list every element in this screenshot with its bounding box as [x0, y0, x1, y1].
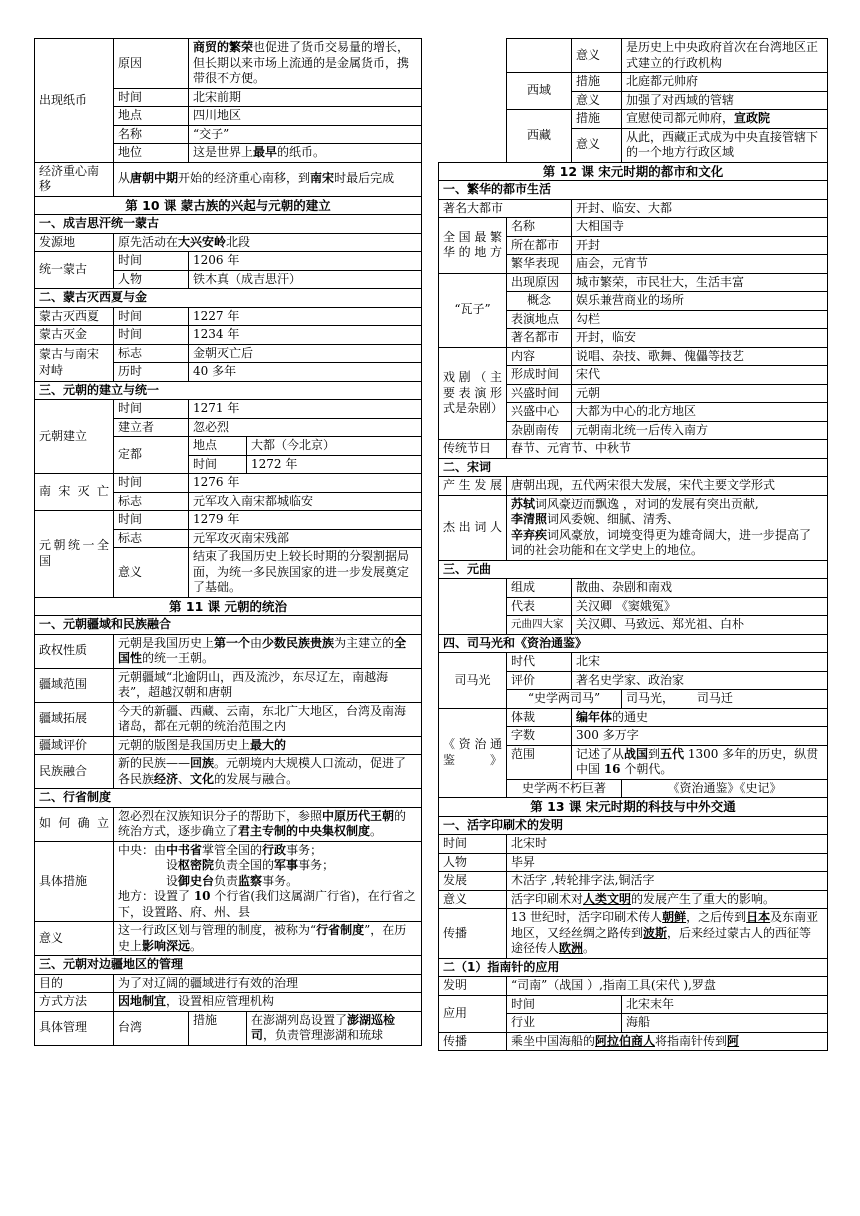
cell-label: 《资治通鉴》	[439, 708, 507, 798]
cell-label: 经济重心南移	[35, 162, 114, 196]
cell-value: 结束了我国历史上较长时期的分裂割据局面，为统一多民族国家的进一步发展奠定了基础。	[189, 548, 422, 598]
cell-value: 著名史学家、政治家	[572, 671, 828, 690]
cell-value: 说唱、杂技、歌舞、傀儡等技艺	[572, 347, 828, 366]
cell-value: 司马光， 司马迁	[622, 690, 828, 709]
cell-value: 唐朝出现，五代两宋很大发展，宋代主要文学形式	[507, 477, 828, 496]
cell-label: 司马光	[439, 653, 507, 709]
cell-value: “司南”（战国 ）,指南工具(宋代 ),罗盘	[507, 977, 828, 996]
cell-value: 元朝	[572, 384, 828, 403]
cell-value: “交子”	[189, 125, 422, 144]
cell-key: 时间	[114, 88, 189, 107]
cell-key: 名称	[507, 218, 572, 237]
cell-key: 概念	[507, 292, 572, 311]
cell-key: 措施	[189, 1011, 247, 1045]
cell-key: 人物	[114, 270, 189, 289]
cell-value: 1279 年	[189, 511, 422, 530]
cell-value: 活字印刷术对人类文明的发展产生了重大的影响。	[507, 890, 828, 909]
cell-value: 原先活动在大兴安岭北段	[114, 233, 422, 252]
cell-key: 措施	[572, 73, 622, 92]
cell-label: 政权性质	[35, 634, 114, 668]
cell-key: 体裁	[507, 708, 572, 727]
cell-value: 这一行政区划与管理的制度，被称为“行省制度”，在历史上影响深远。	[114, 922, 422, 956]
cell-value: 北宋	[572, 653, 828, 672]
cell-label: 传播	[439, 1032, 507, 1051]
right-table	[438, 38, 828, 1051]
lesson-title: 第 13 课 宋元时期的科技与中外交通	[439, 798, 828, 817]
cell-label: 戏剧（主要表演形式是杂剧）	[439, 347, 507, 440]
section-heading: 二、蒙古灭西夏与金	[35, 289, 422, 308]
section-heading: 二、行省制度	[35, 789, 422, 808]
cell-label: 疆域拓展	[35, 702, 114, 736]
cell-value: 铁木真（成吉思汗）	[189, 270, 422, 289]
cell-key: 出现原因	[507, 273, 572, 292]
cell-label: 疆域评价	[35, 736, 114, 755]
cell-value: 300 多万字	[572, 727, 828, 746]
cell-value: 乘坐中国海船的阿拉伯商人将指南针传到阿	[507, 1032, 828, 1051]
cell-value: 在澎湖列岛设置了澎湖巡检司，负责管理澎湖和琉球	[247, 1011, 422, 1045]
left-table	[34, 38, 422, 1046]
cell-key: 时间	[114, 326, 189, 345]
cell-value: 《资治通鉴》《史记》	[622, 779, 828, 798]
cell-value: 元朝疆域“北逾阴山，西及流沙，东尽辽左，南越海表”，超越汉朝和唐朝	[114, 668, 422, 702]
cell-value: 大都（今北京）	[247, 437, 422, 456]
cell-value: 从唐朝中期开始的经济重心南移，到南宋时最后完成	[114, 162, 422, 196]
cell-value: 1206 年	[189, 252, 422, 271]
cell-value: 大相国寺	[572, 218, 828, 237]
cell-label: 方式方法	[35, 993, 114, 1012]
cell-label: 西域	[507, 73, 572, 110]
cell-value: 宋代	[572, 366, 828, 385]
cell-value: 元朝是我国历史上第一个由少数民族贵族为主建立的全国性的统一王朝。	[114, 634, 422, 668]
section-heading: 三、元朝对边疆地区的管理	[35, 956, 422, 975]
cell-value: 关汉卿 《窦娥冤》	[572, 597, 828, 616]
section-heading: 二（1）指南针的应用	[439, 958, 828, 977]
cell-label: 统一蒙古	[35, 252, 114, 289]
cell-value: 1234 年	[189, 326, 422, 345]
cell-value: 四川地区	[189, 107, 422, 126]
cell-key: 时间	[114, 474, 189, 493]
cell-label: 意义	[35, 922, 114, 956]
cell-value: 元军攻灭南宋残部	[189, 529, 422, 548]
cell-key: 形成时间	[507, 366, 572, 385]
lesson-title: 第 12 课 宋元时期的都市和文化	[439, 162, 828, 181]
section-heading: 一、元朝疆域和民族融合	[35, 616, 422, 635]
cell-value: 宣慰使司都元帅府，宣政院	[622, 110, 828, 129]
cell-value: 北宋时	[507, 835, 828, 854]
cell-value: 关汉卿、马致远、郑光祖、白朴	[572, 616, 828, 635]
cell-key: 措施	[572, 110, 622, 129]
cell-key: 时间	[114, 252, 189, 271]
cell-value: 城市繁荣，市民壮大，生活丰富	[572, 273, 828, 292]
cell-label: 意义	[439, 890, 507, 909]
cell-label: 杰出词人	[439, 495, 507, 560]
cell-value: 编年体的通史	[572, 708, 828, 727]
cell-key: 元曲四大家	[507, 616, 572, 635]
section-heading: 三、元朝的建立与统一	[35, 381, 422, 400]
cell-key: 意义	[572, 128, 622, 162]
cell-label: 出现纸币	[35, 39, 114, 163]
cell-value: 春节、元宵节、中秋节	[507, 440, 828, 459]
cell-label: 传统节日	[439, 440, 507, 459]
cell-key: 标志	[114, 344, 189, 363]
cell-value: 散曲、杂剧和南戏	[572, 579, 828, 598]
cell-value: 勾栏	[572, 310, 828, 329]
cell-label: 元朝统一全国	[35, 511, 114, 598]
cell-key: 意义	[572, 39, 622, 73]
cell-key: 地点	[114, 107, 189, 126]
cell-value: 忽必烈在汉族知识分子的帮助下，参照中原历代王朝的统治方式，逐步确立了君主专制的中央集权制度。	[114, 807, 422, 841]
cell-value: 记述了从战国到五代 1300 多年的历史，纵贯中国 16 个朝代。	[572, 745, 828, 779]
cell-label: 蒙古与南宋对峙	[35, 344, 114, 381]
cell-key: 标志	[114, 529, 189, 548]
cell-label: 著名大都市	[439, 199, 572, 218]
cell-value: 元军攻入南宋都城临安	[189, 492, 422, 511]
lesson-title: 第 11 课 元朝的统治	[35, 597, 422, 616]
cell-label: 全国最繁华的地方	[439, 218, 507, 274]
cell-label: 具体措施	[35, 841, 114, 922]
cell-value: 开封、临安、大都	[572, 199, 828, 218]
cell-key: 定都	[114, 437, 189, 474]
cell-value: 海船	[622, 1014, 828, 1033]
cell-label: 西藏	[507, 110, 572, 163]
cell-key: 组成	[507, 579, 572, 598]
cell-key: 地点	[189, 437, 247, 456]
cell-label: 时间	[439, 835, 507, 854]
cell-key: 行业	[507, 1014, 622, 1033]
cell-key: 范围	[507, 745, 572, 779]
cell-value: 北庭都元帅府	[622, 73, 828, 92]
cell-label: 发展	[439, 872, 507, 891]
cell-value: 苏轼词风豪迈而飘逸 ，对词的发展有突出贡献, 李清照词风委婉、细腻、清秀、 辛弃疾词风豪放，词境变得更为雄奇阔大，进一步提高了词的社会功能和在文学史上的地位。	[507, 495, 828, 560]
cell-value: 加强了对西域的管辖	[622, 91, 828, 110]
cell-label: “瓦子”	[439, 273, 507, 347]
cell-key: 所在都市	[507, 236, 572, 255]
right-column	[438, 38, 828, 1051]
cell-value: 1227 年	[189, 307, 422, 326]
cell-label: 元朝建立	[35, 400, 114, 474]
cell-key: 时代	[507, 653, 572, 672]
cell-label: 民族融合	[35, 755, 114, 789]
cell-label: 目的	[35, 974, 114, 993]
cell-key: 内容	[507, 347, 572, 366]
cell-label: 应用	[439, 995, 507, 1032]
cell-value: 元朝的版图是我国历史上最大的	[114, 736, 422, 755]
cell-key: 时间	[114, 400, 189, 419]
cell-key: 繁华表现	[507, 255, 572, 274]
cell-label: 产生发展	[439, 477, 507, 496]
lesson-title: 第 10 课 蒙古族的兴起与元朝的建立	[35, 196, 422, 215]
cell-value: 新的民族——回族。元朝境内大规模人口流动，促进了各民族经济、文化的发展与融合。	[114, 755, 422, 789]
cell-value: 北宋前期	[189, 88, 422, 107]
left-column	[34, 38, 422, 1046]
cell-value: 这是世界上最早的纸币。	[189, 144, 422, 163]
section-heading: 三、元曲	[439, 560, 828, 579]
cell-value: 庙会，元宵节	[572, 255, 828, 274]
cell-key: 表演地点	[507, 310, 572, 329]
cell-label: 蒙古灭西夏	[35, 307, 114, 326]
cell-key: 历时	[114, 363, 189, 382]
cell-key: 著名都市	[507, 329, 572, 348]
cell-key: 史学两不朽巨著	[507, 779, 622, 798]
cell-key: 时间	[507, 995, 622, 1014]
cell-value: 为了对辽阔的疆域进行有效的治理	[114, 974, 422, 993]
cell-key: 字数	[507, 727, 572, 746]
cell-value: 今天的新疆、西藏、云南，东北广大地区，台湾及南海诸岛，都在元朝的统治范围之内	[114, 702, 422, 736]
cell-key: 标志	[114, 492, 189, 511]
section-heading: 一、活字印刷术的发明	[439, 816, 828, 835]
cell-value: 娱乐兼营商业的场所	[572, 292, 828, 311]
cell-label: 发明	[439, 977, 507, 996]
cell-key: 台湾	[114, 1011, 189, 1045]
cell-key: 时间	[189, 455, 247, 474]
section-heading: 一、成吉思汗统一蒙古	[35, 215, 422, 234]
cell-label: 具体管理	[35, 1011, 114, 1045]
cell-value: 元朝南北统一后传入南方	[572, 421, 828, 440]
cell-value: 从此，西藏正式成为中央直接管辖下的一个地方行政区域	[622, 128, 828, 162]
cell-key: 意义	[114, 548, 189, 598]
section-heading: 一、繁华的都市生活	[439, 181, 828, 200]
cell-value: 开封	[572, 236, 828, 255]
cell-value: 木活字 ,转轮排字法,铜活字	[507, 872, 828, 891]
cell-value: 1271 年	[189, 400, 422, 419]
cell-label: 传播	[439, 909, 507, 959]
cell-label: 疆域范围	[35, 668, 114, 702]
cell-value: 大都为中心的北方地区	[572, 403, 828, 422]
section-heading: 四、司马光和《资治通鉴》	[439, 634, 828, 653]
cell-key: 地位	[114, 144, 189, 163]
cell-key: 时间	[114, 511, 189, 530]
cell-key: 建立者	[114, 418, 189, 437]
cell-value: 中央：由中书省掌管全国的行政事务； 设枢密院负责全国的军事事务； 设御史台负责监察事务。 地方：设置了 10 个行省(我们这属湖广行省)，在行省之下，设置路、府、州、县	[114, 841, 422, 922]
cell-label: 如何确立	[35, 807, 114, 841]
cell-value: 40 多年	[189, 363, 422, 382]
cell-value: 开封，临安	[572, 329, 828, 348]
cell-key: 评价	[507, 671, 572, 690]
cell-key: 兴盛中心	[507, 403, 572, 422]
cell-label: 南宋灭亡	[35, 474, 114, 511]
cell-key: 时间	[114, 307, 189, 326]
cell-label: 人物	[439, 853, 507, 872]
cell-value: 忽必烈	[189, 418, 422, 437]
cell-key: 兴盛时间	[507, 384, 572, 403]
cell-key: 代表	[507, 597, 572, 616]
cell-value: 商贸的繁荣也促进了货币交易量的增长，但长期以来市场上流通的是金属货币，携带很不方便。	[189, 39, 422, 89]
cell-value: 毕昇	[507, 853, 828, 872]
cell-value: 因地制宜，设置相应管理机构	[114, 993, 422, 1012]
cell-key: 原因	[114, 39, 189, 89]
cell-key: 名称	[114, 125, 189, 144]
cell-value: 13 世纪时，活字印刷术传人朝鲜，之后传到日本及东南亚地区，又经丝绸之路传到波斯，后来经过蒙古人的西征等途径传人欧洲。	[507, 909, 828, 959]
cell-key: “史学两司马”	[507, 690, 622, 709]
cell-value: 是历史上中央政府首次在台湾地区正式建立的行政机构	[622, 39, 828, 73]
cell-value: 1276 年	[189, 474, 422, 493]
section-heading: 二、宋词	[439, 458, 828, 477]
cell-key: 杂剧南传	[507, 421, 572, 440]
cell-value: 1272 年	[247, 455, 422, 474]
cell-value: 北宋末年	[622, 995, 828, 1014]
cell-label: 发源地	[35, 233, 114, 252]
cell-label: 蒙古灭金	[35, 326, 114, 345]
cell-value: 金朝灭亡后	[189, 344, 422, 363]
cell-key: 意义	[572, 91, 622, 110]
